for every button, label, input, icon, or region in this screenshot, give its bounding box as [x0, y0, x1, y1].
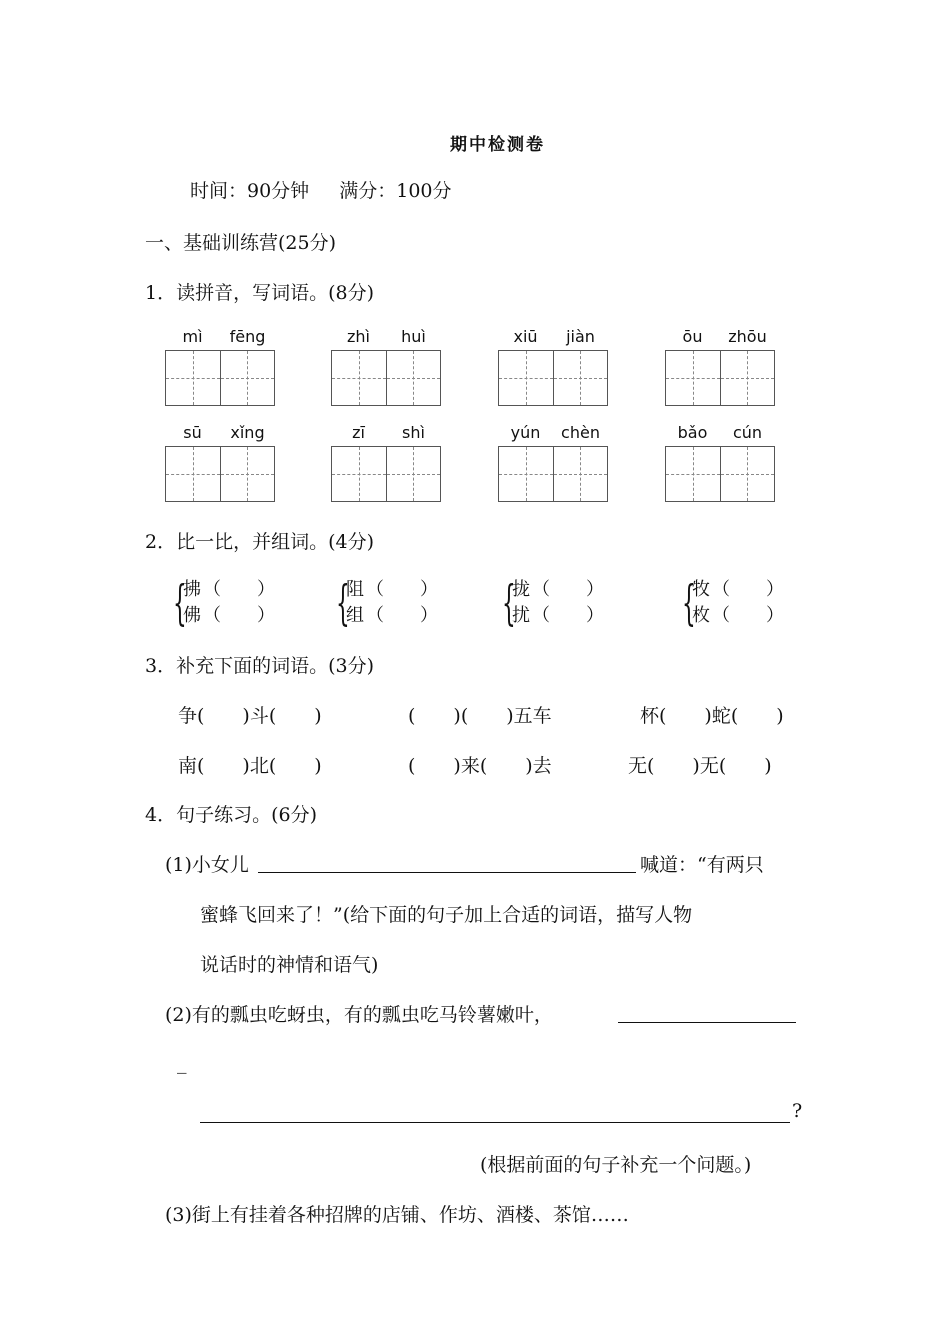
pinyin-group: zhì huì [347, 327, 426, 346]
pinyin-group: ōu zhōu [682, 327, 767, 346]
brace-icon: { [173, 575, 187, 631]
idiom-fill[interactable]: 杯( )蛇( ) [640, 705, 784, 727]
question-1-label: 1．读拼音，写词语。(8分) [145, 282, 375, 304]
time-limit: 时间：90分钟 [190, 180, 310, 202]
pinyin-group: bǎo cún [677, 423, 763, 442]
idiom-fill[interactable]: ( )来( )去 [408, 755, 552, 777]
answer-blank[interactable] [618, 1004, 796, 1023]
section-heading: 一、基础训练营(25分) [145, 232, 337, 254]
question-3-label: 3．补充下面的词语。(3分) [145, 655, 375, 677]
pinyin-group: zī shì [352, 423, 425, 442]
page-title: 期中检测卷 [450, 135, 545, 155]
pinyin-group: mì fēng [182, 327, 266, 346]
idiom-fill[interactable]: 无( )无( ) [628, 755, 772, 777]
question-4-label: 4．句子练习。(6分) [145, 804, 318, 826]
question-2-label: 2．比一比，并组词。(4分) [145, 531, 375, 553]
pinyin-group: xiū jiàn [513, 327, 595, 346]
brace-icon: { [336, 575, 350, 631]
pinyin-group: sū xǐng [183, 423, 265, 442]
sentence-2-dash: _ [177, 1052, 187, 1074]
answer-blank[interactable] [200, 1104, 790, 1123]
sentence-2-note: (根据前面的句子补充一个问题。) [480, 1154, 752, 1176]
idiom-fill[interactable]: ( )( )五车 [408, 705, 552, 727]
brace-icon: { [682, 575, 696, 631]
sentence-1-prefix: (1)小女儿 [165, 854, 249, 876]
sentence-1-line2: 蜜蜂飞回来了！”(给下面的句子加上合适的词语，描写人物 [200, 904, 693, 926]
sentence-1-line3: 说话时的神情和语气) [200, 954, 379, 976]
tianzige-box[interactable] [498, 350, 608, 406]
full-score: 满分：100分 [339, 180, 452, 202]
sentence-2-prefix: (2)有的瓢虫吃蚜虫，有的瓢虫吃马铃薯嫩叶， [165, 1004, 553, 1026]
sentence-2-qmark: ? [792, 1100, 803, 1122]
brace-icon: { [502, 575, 516, 631]
answer-blank[interactable] [258, 854, 636, 873]
tianzige-box[interactable] [331, 350, 441, 406]
pinyin-group: yún chèn [510, 423, 600, 442]
exam-meta [190, 176, 452, 203]
tianzige-box[interactable] [665, 350, 775, 406]
tianzige-box[interactable] [165, 350, 275, 406]
sentence-1-suffix: 喊道：“有两只 [640, 854, 764, 876]
tianzige-box[interactable] [331, 446, 441, 502]
tianzige-box[interactable] [665, 446, 775, 502]
tianzige-box[interactable] [165, 446, 275, 502]
sentence-3: (3)街上有挂着各种招牌的店铺、作坊、酒楼、茶馆…… [165, 1204, 629, 1226]
idiom-fill[interactable]: 争( )斗( ) [178, 705, 322, 727]
idiom-fill[interactable]: 南( )北( ) [178, 755, 322, 777]
tianzige-box[interactable] [498, 446, 608, 502]
